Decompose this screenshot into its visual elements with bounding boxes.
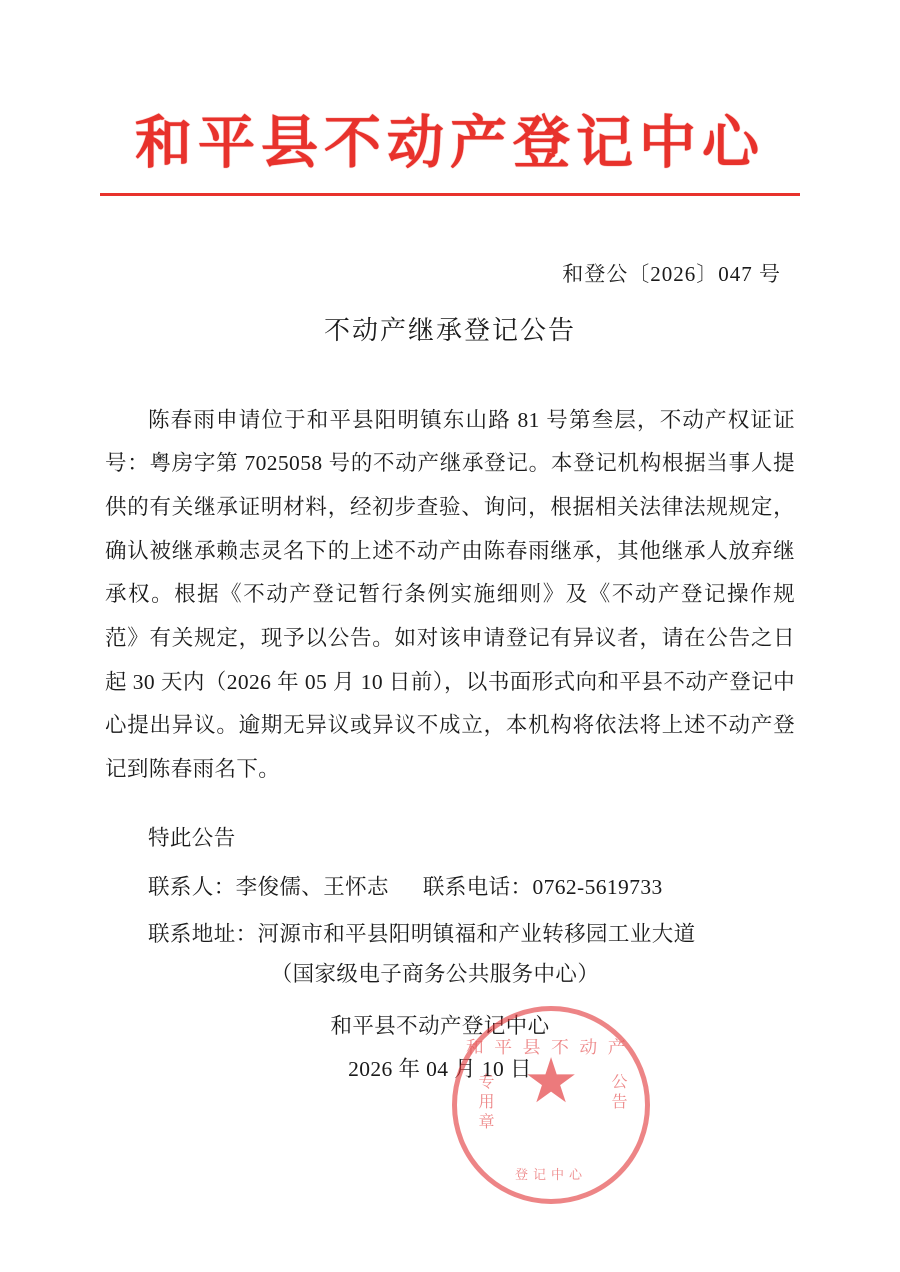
organization-title: 和平县不动产登记中心 bbox=[135, 109, 765, 176]
contact-line bbox=[95, 866, 805, 909]
announcement-body: 陈春雨申请位于和平县阳明镇东山路 81 号第叁层，不动产权证证号：粤房字第 7025058 号的不动产继承登记。本登记机构根据当事人提供的有关继承证明材料，经初步查验、询问，根据相关法律法规规定，确认被继承赖志灵名下的上述不动产由陈春雨继承，其他继承人放弃继承权。根据《不动产登记暂行条例实施细则》及《不动产登记操作规范》有关规定，现予以公告。如对该申请登记有异议者，请在公告之日起 30 天内（2026 年 05 月 10 日前），以书面形式向和平县不动产登记中心提出异议。逾期无异议或异议不成立，本机构将依法将上述不动产登记到陈春雨名下。 bbox=[105, 407, 795, 781]
contact-person-value: 李俊儒、王怀志 bbox=[235, 875, 389, 900]
seal-bottom-text: 登记中心 bbox=[514, 1168, 587, 1183]
document-number: 和登公〔2026〕047 号 bbox=[562, 261, 781, 286]
contact-phone-label: 联系电话： bbox=[422, 875, 533, 900]
seal-right-text: 公告 bbox=[609, 1073, 626, 1113]
contact-address bbox=[95, 915, 805, 995]
masthead-divider bbox=[100, 193, 800, 196]
contact-person-label: 联系人： bbox=[148, 875, 236, 900]
closing-line: 特此公告 bbox=[148, 826, 236, 851]
signature-issuer: 和平县不动产登记中心 bbox=[330, 1013, 550, 1038]
contact-address-line1: 河源市和平县阳明镇福和产业转移园工业大道 bbox=[257, 922, 696, 947]
masthead bbox=[95, 0, 805, 196]
seal-top-text: 和平县不动产 bbox=[465, 1038, 637, 1058]
contact-address-label: 联系地址： bbox=[148, 922, 258, 947]
contact-phone-value: 0762-5619733 bbox=[532, 875, 663, 900]
seal-left-text: 专用章 bbox=[476, 1073, 493, 1133]
contact-address-line2: （国家级电子商务公共服务中心） bbox=[270, 962, 600, 987]
page-title: 不动产继承登记公告 bbox=[323, 315, 576, 345]
official-seal-icon: 和平县不动产 专用章 公告 ★ 登记中心 bbox=[452, 1006, 650, 1204]
signature-date: 2026 年 04 月 10 日 bbox=[348, 1056, 532, 1081]
